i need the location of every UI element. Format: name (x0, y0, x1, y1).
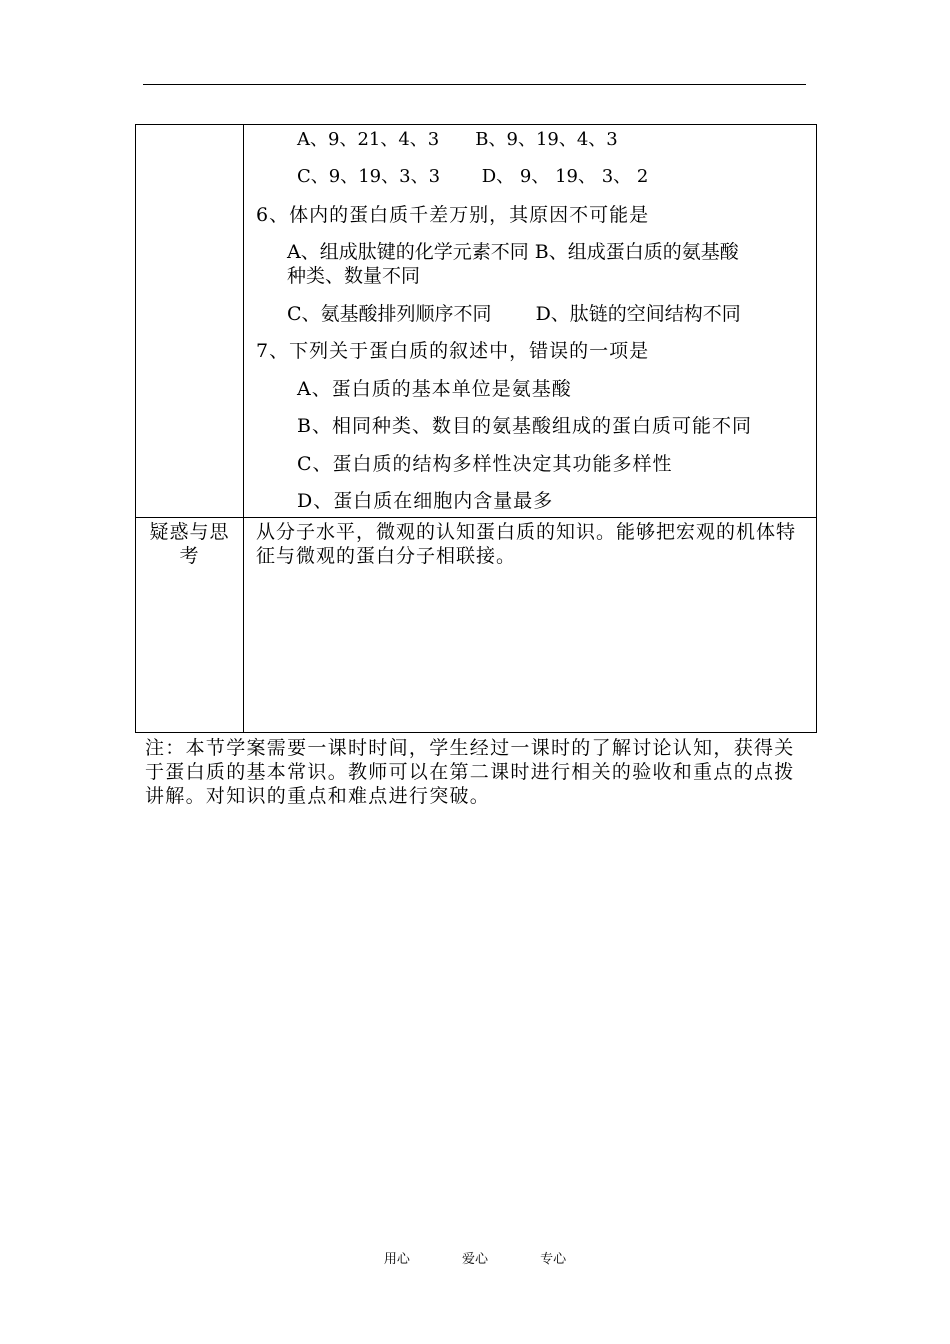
reflection-label-cell (136, 518, 244, 733)
footer-item-heart: 用心 (383, 1252, 410, 1267)
q6-options-cd: C、氨基酸排列顺序不同 D、肽链的空间结构不同 (287, 303, 741, 325)
questions-row (136, 125, 817, 518)
questions-cell (244, 125, 817, 518)
header-rule (143, 84, 806, 85)
lesson-note: 注：本节学案需要一课时时间，学生经过一课时的了解讨论认知，获得关于蛋白质的基本常识。教师可以在第二课时进行相关的验收和重点的点拨讲解。对知识的重点和难点进行突破。 (145, 737, 795, 807)
q7-option-d: D、蛋白质在细胞内含量最多 (297, 490, 554, 512)
reflection-text: 从分子水平，微观的认知蛋白质的知识。能够把宏观的机体特征与微观的蛋白分子相联接。 (256, 521, 797, 567)
questions-label-cell (136, 125, 244, 518)
q6-options-ab-line1: A、组成肽键的化学元素不同 B、组成蛋白质的氨基酸 (287, 241, 739, 263)
q6-stem: 6、体内的蛋白质千差万别，其原因不可能是 (256, 204, 650, 226)
reflection-row (136, 518, 817, 733)
page-footer (0, 1248, 950, 1267)
footer-item-love: 爱心 (461, 1252, 488, 1267)
q6-options-ab-line2: 种类、数量不同 (287, 265, 421, 287)
q7-stem: 7、下列关于蛋白质的叙述中，错误的一项是 (256, 340, 650, 362)
footer-item-focus: 专心 (540, 1252, 567, 1267)
worksheet-table (135, 124, 817, 733)
q5-options-row1: A、9、21、4、3 B、9、19、4、3 (297, 129, 618, 150)
q5-options-row2: C、9、19、3、3 D、 9、 19、 3、 2 (297, 166, 649, 187)
reflection-cell (244, 518, 817, 733)
reflection-label: 疑惑与思考 (149, 521, 230, 567)
q7-option-b: B、相同种类、数目的氨基酸组成的蛋白质可能不同 (297, 415, 752, 437)
q7-option-a: A、蛋白质的基本单位是氨基酸 (297, 378, 572, 400)
q7-option-c: C、蛋白质的结构多样性决定其功能多样性 (297, 453, 673, 475)
